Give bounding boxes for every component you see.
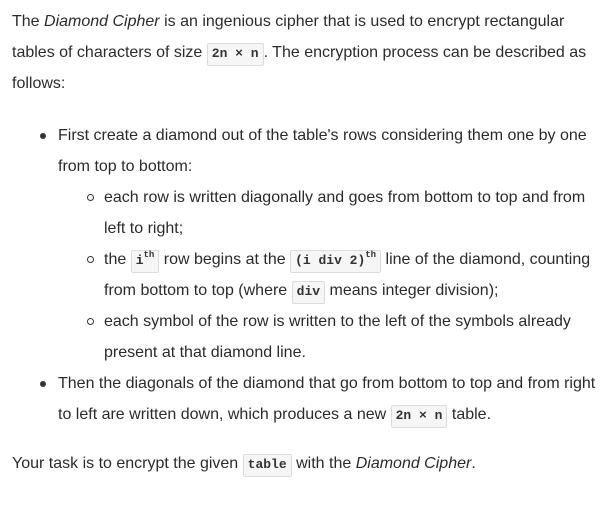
step-2-text-2: table.	[447, 406, 492, 423]
step-2	[58, 368, 600, 430]
substep-2-text-3: line of the diamond, counting from bottom to top (where	[104, 251, 591, 299]
task-text-1: Your task is to encrypt the given	[12, 455, 243, 472]
disc-bullet	[40, 133, 46, 139]
task-text-2: with the	[291, 455, 356, 472]
cipher-name: Diamond Cipher	[44, 13, 160, 30]
substep-2-text-2: row begins at the	[159, 251, 291, 268]
step-2-text-1: Then the diagonals of the diamond that go from bottom to top and from right to left are written down, which produces a new	[58, 375, 596, 423]
intro-paragraph	[12, 6, 600, 99]
code-table: table	[243, 454, 292, 477]
substep-2-text-1: the	[104, 251, 131, 268]
cipher-name-2: Diamond Cipher	[355, 455, 472, 472]
intro-text-3: . The encryption process can be described as follows:	[12, 44, 587, 92]
substep-3	[104, 306, 600, 368]
intro-text-2: is an ingenious cipher that is used to encrypt rectangular tables of characters of size	[12, 13, 565, 61]
substep-2	[104, 244, 600, 306]
step-1-sublist	[104, 182, 600, 368]
circle-bullet	[87, 256, 94, 263]
code-table-size: 2n × n	[207, 43, 264, 66]
code-i: i	[135, 253, 144, 268]
substep-1-text: each row is written diagonally and goes from bottom to top and from left to right;	[104, 189, 586, 237]
steps-list	[58, 120, 600, 430]
task-paragraph	[12, 448, 600, 479]
sup-th: th	[143, 249, 155, 260]
substep-2-text-4: means integer division);	[325, 282, 499, 299]
code-ith	[131, 250, 160, 273]
code-i-div-2	[290, 250, 381, 273]
code-div-expr: (i div 2)	[295, 253, 366, 268]
task-text-3: .	[471, 455, 476, 472]
code-div: div	[292, 281, 325, 304]
intro-text-1: The	[12, 13, 45, 30]
substep-1	[104, 182, 600, 244]
substep-3-text: each symbol of the row is written to the left of the symbols already present at that diamond line.	[104, 313, 571, 361]
disc-bullet	[40, 381, 46, 387]
step-1-text: First create a diamond out of the table's rows considering them one by one from top to bottom:	[58, 127, 587, 175]
circle-bullet	[87, 194, 94, 201]
step-1	[58, 120, 600, 368]
code-table-size-2: 2n × n	[391, 405, 448, 428]
sup-th: th	[365, 249, 377, 260]
circle-bullet	[87, 318, 94, 325]
